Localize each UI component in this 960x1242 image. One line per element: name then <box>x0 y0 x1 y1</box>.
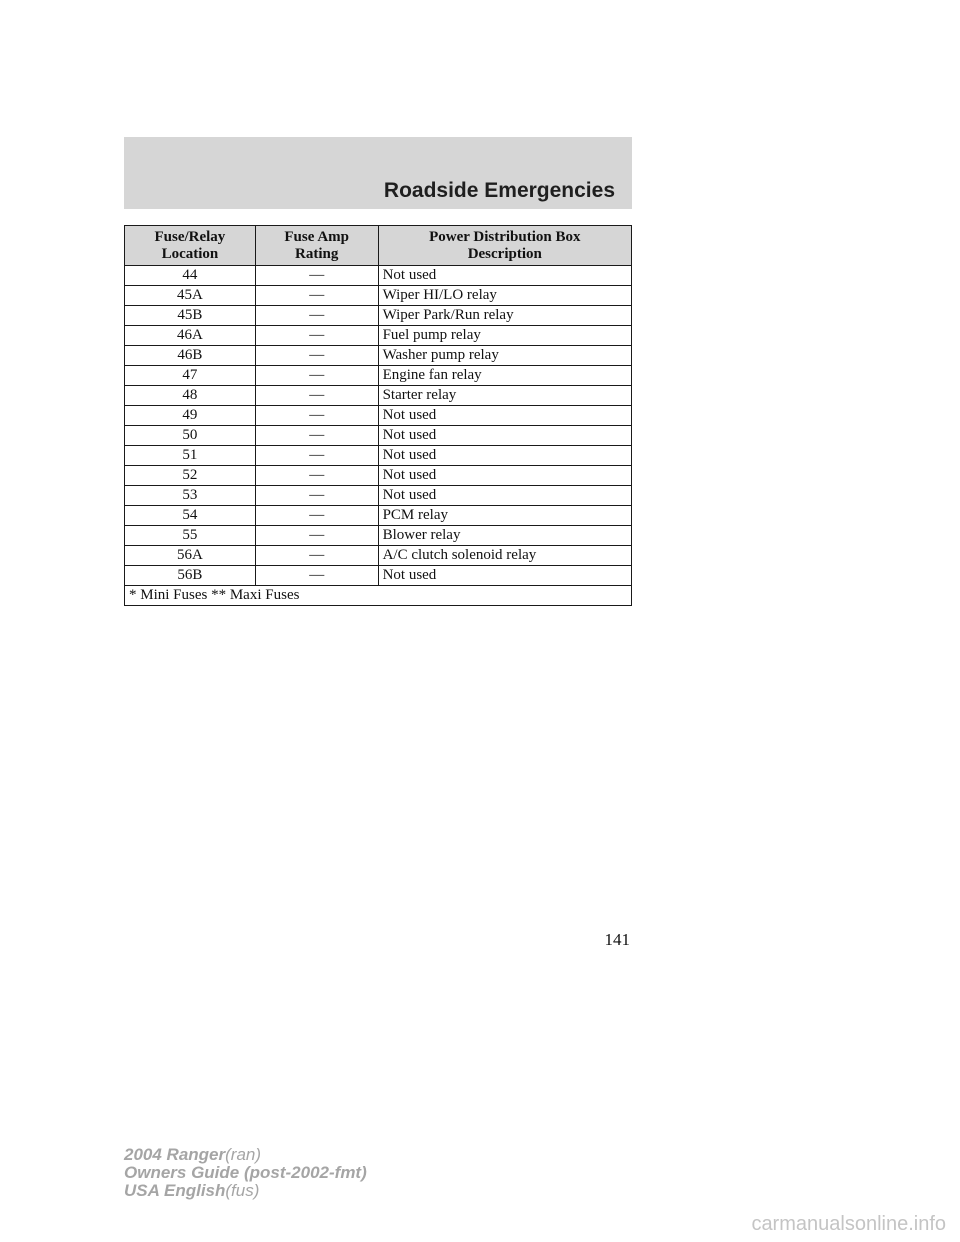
table-row <box>125 526 632 546</box>
cell-description: Blower relay <box>378 526 631 546</box>
cell-rating: — <box>255 446 378 466</box>
cell-description: Not used <box>378 406 631 426</box>
table-row <box>125 566 632 586</box>
table-row <box>125 346 632 366</box>
cell-rating: — <box>255 526 378 546</box>
cell-location: 52 <box>125 466 256 486</box>
cell-description: Wiper Park/Run relay <box>378 306 631 326</box>
cell-rating: — <box>255 346 378 366</box>
cell-location: 45A <box>125 286 256 306</box>
cell-location: 47 <box>125 366 256 386</box>
table-header-row <box>125 226 632 266</box>
table-row <box>125 286 632 306</box>
table-row <box>125 546 632 566</box>
cell-rating: — <box>255 326 378 346</box>
table-footnote: * Mini Fuses ** Maxi Fuses <box>125 586 632 606</box>
section-header-band <box>124 137 632 209</box>
table-row <box>125 266 632 286</box>
cell-description: Starter relay <box>378 386 631 406</box>
cell-description: Fuel pump relay <box>378 326 631 346</box>
cell-description: Engine fan relay <box>378 366 631 386</box>
cell-description: PCM relay <box>378 506 631 526</box>
page-number: 141 <box>604 930 630 949</box>
footer-line-model: 2004 Ranger(ran) <box>124 1145 262 1164</box>
cell-location: 56B <box>125 566 256 586</box>
table-row <box>125 486 632 506</box>
cell-rating: — <box>255 566 378 586</box>
cell-rating: — <box>255 386 378 406</box>
cell-location: 46B <box>125 346 256 366</box>
cell-location: 44 <box>125 266 256 286</box>
column-header-description: Power Distribution Box Description <box>378 226 631 266</box>
cell-description: Not used <box>378 566 631 586</box>
cell-description: Not used <box>378 266 631 286</box>
section-title: Roadside Emergencies <box>383 179 615 202</box>
footer-line-language: USA English(fus) <box>124 1181 260 1200</box>
site-watermark: carmanualsonline.info <box>751 1213 946 1235</box>
cell-location: 46A <box>125 326 256 346</box>
cell-rating: — <box>255 306 378 326</box>
cell-rating: — <box>255 426 378 446</box>
cell-location: 55 <box>125 526 256 546</box>
cell-location: 48 <box>125 386 256 406</box>
cell-location: 45B <box>125 306 256 326</box>
cell-location: 54 <box>125 506 256 526</box>
column-header-location: Fuse/Relay Location <box>125 226 256 266</box>
table-row <box>125 506 632 526</box>
cell-description: A/C clutch solenoid relay <box>378 546 631 566</box>
cell-description: Washer pump relay <box>378 346 631 366</box>
cell-description: Wiper HI/LO relay <box>378 286 631 306</box>
cell-location: 49 <box>125 406 256 426</box>
cell-description: Not used <box>378 466 631 486</box>
cell-rating: — <box>255 366 378 386</box>
table-row <box>125 386 632 406</box>
cell-location: 56A <box>125 546 256 566</box>
table-row <box>125 306 632 326</box>
cell-description: Not used <box>378 486 631 506</box>
table-row <box>125 446 632 466</box>
cell-description: Not used <box>378 426 631 446</box>
cell-rating: — <box>255 546 378 566</box>
table-footnote-row <box>125 586 632 606</box>
table-row <box>125 326 632 346</box>
table-row <box>125 366 632 386</box>
cell-location: 53 <box>125 486 256 506</box>
footer-line-guide: Owners Guide (post-2002-fmt) <box>124 1163 367 1182</box>
cell-rating: — <box>255 286 378 306</box>
table-row <box>125 406 632 426</box>
document-footer <box>124 1146 367 1200</box>
cell-location: 51 <box>125 446 256 466</box>
fuse-relay-table <box>124 225 632 606</box>
table-row <box>125 466 632 486</box>
cell-rating: — <box>255 406 378 426</box>
cell-rating: — <box>255 506 378 526</box>
cell-location: 50 <box>125 426 256 446</box>
column-header-rating: Fuse Amp Rating <box>255 226 378 266</box>
cell-description: Not used <box>378 446 631 466</box>
table-row <box>125 426 632 446</box>
cell-rating: — <box>255 486 378 506</box>
cell-rating: — <box>255 466 378 486</box>
cell-rating: — <box>255 266 378 286</box>
